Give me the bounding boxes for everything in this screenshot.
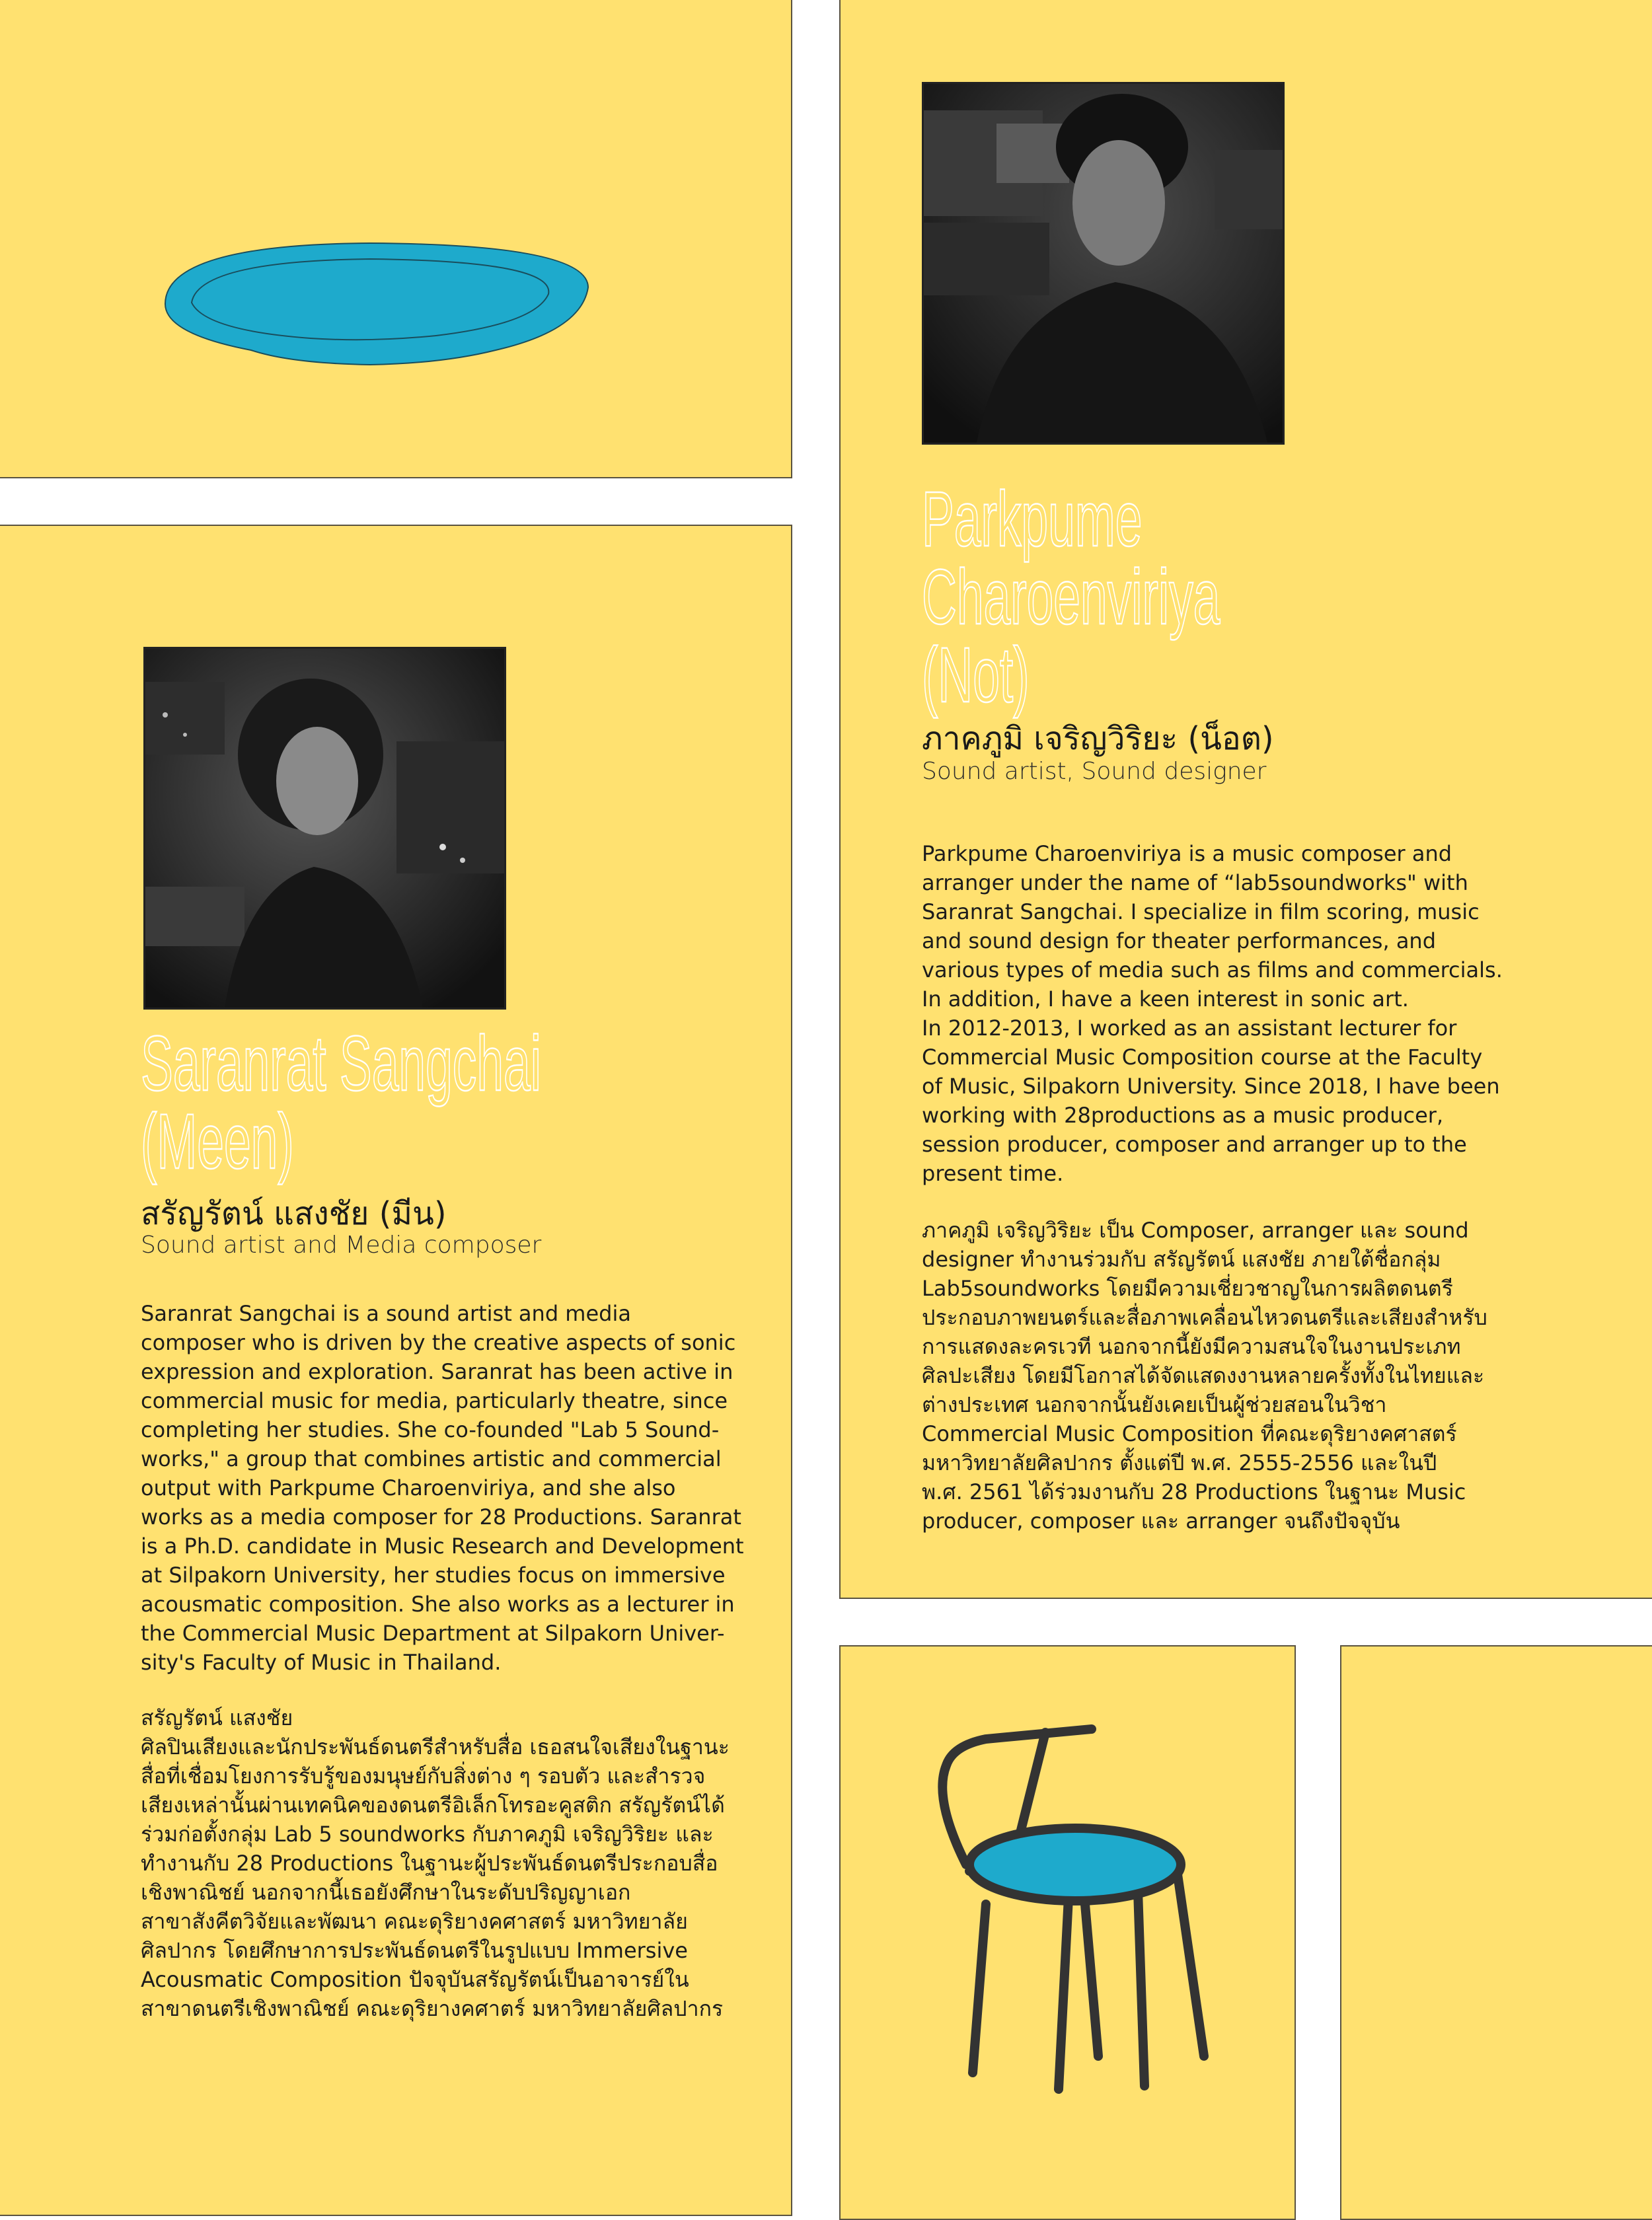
artist-bio-th: ภาคภูมิ เจริญวิริยะ เป็น Composer, arranger และ sound designer ทำงานร่วมกับ สรัญรัตน์ แสงชัย ภายใต้ชื่อกลุ่ม Lab5soundworks โดยมีความเชี่ยวชาญในการผลิตดนตรี ประกอบภาพยนตร์และสื่อภาพเคลื่อนไหวดนตรีและเสียงสำหรับ การแสดงละครเวที นอกจากนี้ยังมีความสนใจในงานประเภท ศิลปะเสียง โดยมีโอกาสได้จัดแสดงงานหลายครั้งทั้งในไทยและ ต่างประเทศ นอกจากนั้นยังเคยเป็นผู้ช่วยสอนในวิชา Commercial Music Composition ที่คณะดุริยางคศาสตร์ มหาวิทยาลัยศิลปากร ตั้งแต่ปี พ.ศ. 2555-2556 และในปี พ.ศ. 2561 ได้ร่วมงานกับ 28 Productions ในฐานะ Music producer, composer และ arranger จนถึงปัจจุบัน	[922, 1218, 1487, 1534]
blue-plate-illustration	[152, 225, 615, 396]
artist-bio-en: Parkpume Charoenviriya is a music composer and arranger under the name of “lab5soundworks" with Saranrat Sangchai. I specialize in film scoring, music and sound design for theater performances, and various types of media such as films and commercials. In addition, I have a keen interest in sonic art. In 2012-2013, I worked as an assistant lecturer for Commercial Music Composition course at the Faculty of Music, Silpakorn University. Since 2018, I have been working with 28productions as a music producer, session producer, composer and arranger up to the present time.	[922, 841, 1503, 1186]
artist-bio-en: Saranrat Sangchai is a sound artist and media composer who is driven by the creative aspects of sonic expression and exploration. Saranrat has been active in commercial music for media, particularly theatre, since completing her studies. She co-founded "Lab 5 Sound- works," a group that combines artistic and commercial output with Parkpume Charoenviriya, and she also works as a media composer for 28 Productions. Saranrat is a Ph.D. candidate in Music Research and Development at Silpakorn University, her studies focus on immersive acousmatic composition. She also works as a lecturer in the Commercial Music Department at Silpakorn Univer- sity's Faculty of Music in Thailand.	[141, 1301, 744, 1675]
artist-name-en-line2: Charoenviriya	[922, 554, 1220, 641]
chair-panel	[839, 1645, 1296, 2220]
blank-panel	[1340, 1645, 1652, 2220]
artist-name-en-line1: Parkpume	[922, 476, 1143, 563]
artist-name-th: ภาคภูมิ เจริญวิริยะ (น็อต)	[922, 720, 1274, 757]
artist-name-th: สรัญรัตน์ แสงชัย (มีน)	[141, 1195, 447, 1232]
artist-photo-saranrat	[143, 647, 506, 1010]
artist-bio-th: สรัญรัตน์ แสงชัย ศิลปินเสียงและนักประพันธ์ดนตรีสำหรับสื่อ เธอสนใจเสียงในฐานะ สื่อที่เชื่อมโยงการรับรู้ของมนุษย์กับสิ่งต่าง ๆ รอบตัว และสำรวจ เสียงเหล่านั้นผ่านเทคนิคของดนตรีอิเล็กโทรอะคูสติก สรัญรัตน์ได้ ร่วมก่อตั้งกลุ่ม Lab 5 soundworks กับภาคภูมิ เจริญวิริยะ และ ทำงานกับ 28 Productions ในฐานะผู้ประพันธ์ดนตรีประกอบสื่อ เชิงพาณิชย์ นอกจากนี้เธอยังศึกษาในระดับปริญญาเอก สาขาสังคีตวิจัยและพัฒนา คณะดุริยางคศาสตร์ มหาวิทยาลัย ศิลปากร โดยศึกษาการประพันธ์ดนตรีในรูปแบบ Immersive Acousmatic Composition ปัจจุบันสรัญรัตน์เป็นอาจารย์ใน สาขาดนตรีเชิงพาณิชย์ คณะดุริยางคศาตร์ มหาวิทยาลัยศิลปากร	[141, 1705, 730, 2021]
artist-photo-parkpume	[922, 82, 1285, 445]
artist-name-en	[141, 1020, 542, 1185]
artist-role: Sound artist, Sound designer	[922, 758, 1267, 785]
artist-card-parkpume	[839, 0, 1652, 1599]
artist-name-en-line3: (Not)	[922, 632, 1030, 719]
artist-name-en-line2: (Meen)	[141, 1098, 294, 1185]
artist-name-en	[922, 476, 1220, 719]
plate-panel	[0, 0, 792, 478]
artist-card-saranrat	[0, 525, 792, 2216]
chair-illustration	[926, 1699, 1230, 2102]
artist-name-en-line1: Saranrat Sangchai	[141, 1020, 542, 1107]
artist-role: Sound artist and Media composer	[141, 1232, 542, 1259]
